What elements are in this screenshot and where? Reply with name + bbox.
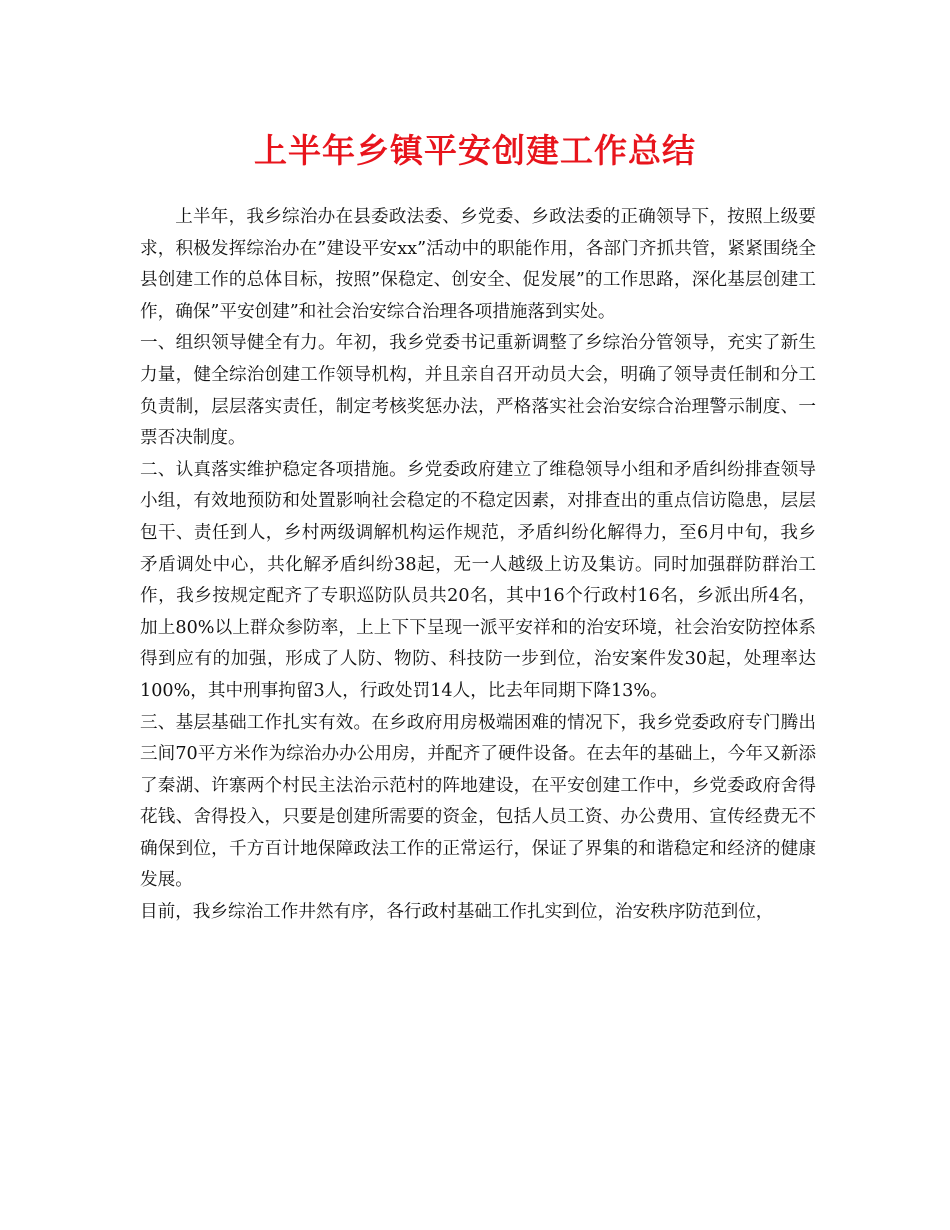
document-title: 上半年乡镇平安创建工作总结 <box>254 131 696 170</box>
paragraph-intro: 上半年，我乡综治办在县委政法委、乡党委、乡政法委的正确领导下，按照上级要求，积极发挥综治办在”建设平安xx”活动中的职能作用，各部门齐抓共管，紧紧围绕全县创建工作的总体目标，按照”保稳定、创安全、促发展”的工作思路，深化基层创建工作，确保”平安创建”和社会治安综合治理各项措施落到实处。 <box>140 207 816 322</box>
paragraph-section-2: 二、认真落实维护稳定各项措施。乡党委政府建立了维稳领导小组和矛盾纠纷排查领导小组，有效地预防和处置影响社会稳定的不稳定因素，对排查出的重点信访隐患，层层包干、责任到人，乡村两级调解机构运作规范，矛盾纠纷化解得力，至6月中旬，我乡矛盾调处中心，共化解矛盾纠纷38起，无一人越级上访及集访。同时加强群防群治工作，我乡按规定配齐了专职巡防队员共20名，其中16个行政村16名，乡派出所4名，加上80%以上群众参防率，上上下下呈现一派平安祥和的治安环境，社会治安防控体系得到应有的加强，形成了人防、物防、科技防一步到位，治安案件发30起，处理率达100%，其中刑事拘留3人，行政处罚14人，比去年同期下降13%。 <box>140 459 816 701</box>
paragraph-section-1: 一、组织领导健全有力。年初，我乡党委书记重新调整了乡综治分管领导，充实了新生力量，健全综治创建工作领导机构，并且亲自召开动员大会，明确了领导责任制和分工负责制，层层落实责任，制定考核奖惩办法，严格落实社会治安综合治理警示制度、一票否决制度。 <box>140 333 816 449</box>
document-body <box>140 202 816 929</box>
paragraph-closing: 目前，我乡综治工作井然有序，各行政村基础工作扎实到位，治安秩序防范到位， <box>140 902 774 923</box>
paragraph-section-3: 三、基层基础工作扎实有效。在乡政府用房极端困难的情况下，我乡党委政府专门腾出三间70平方米作为综治办办公用房，并配齐了硬件设备。在去年的基础上，今年又新添了秦湖、许寨两个村民主法治示范村的阵地建设，在平安创建工作中，乡党委政府舍得花钱、舍得投入，只要是创建所需要的资金，包括人员工资、办公费用、宣传经费无不确保到位，千方百计地保障政法工作的正常运行，保证了界集的和谐稳定和经济的健康发展。 <box>140 712 816 891</box>
